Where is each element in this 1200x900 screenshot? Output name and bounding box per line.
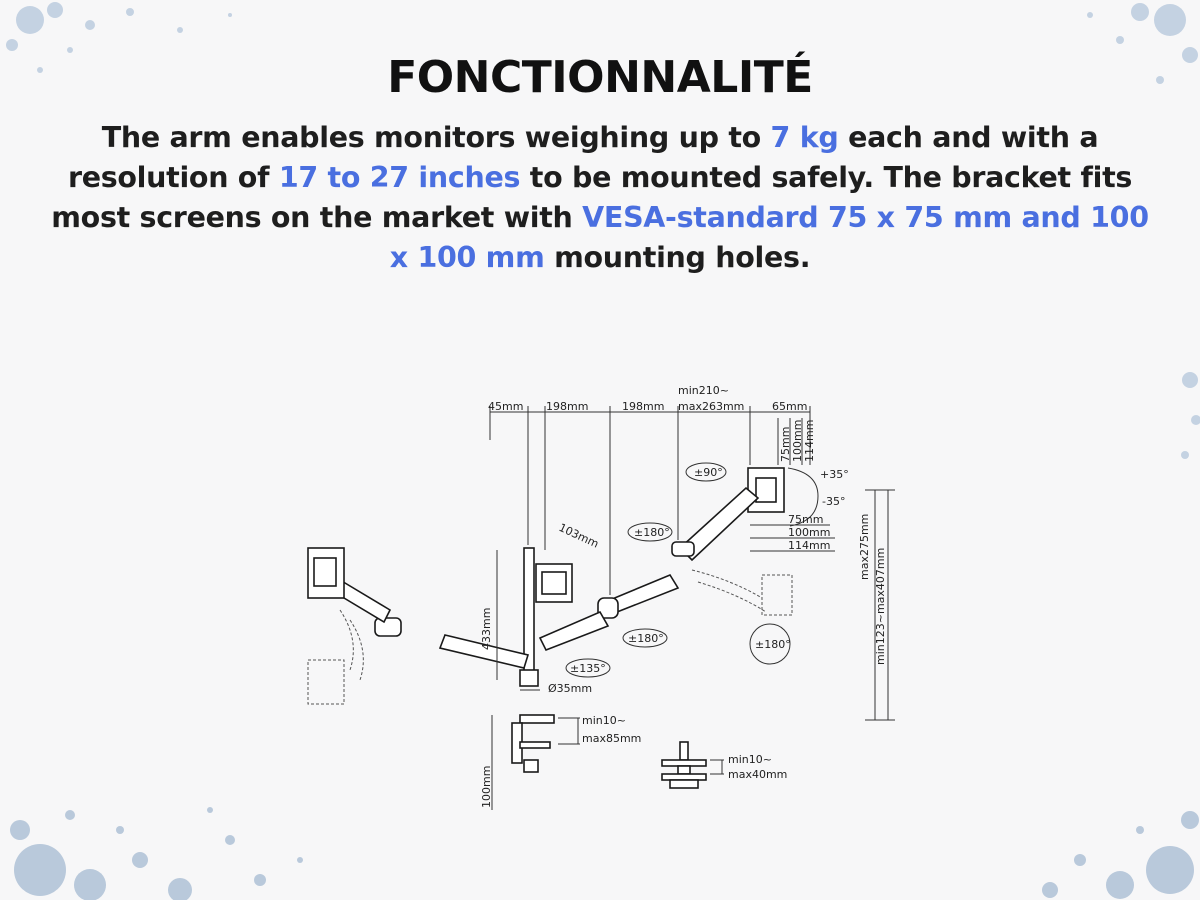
dim-198mm-b: 198mm bbox=[622, 400, 665, 413]
highlight-weight: 7 kg bbox=[770, 121, 839, 154]
vesa-75mm-vertical: 75mm bbox=[779, 426, 792, 462]
grommet-min10: min10~ bbox=[728, 753, 772, 766]
vesa-75mm: 75mm bbox=[788, 513, 824, 526]
description bbox=[50, 118, 1150, 278]
dim-433mm: 433mm bbox=[480, 607, 493, 650]
description-text-2: each and with a resolution of bbox=[67, 121, 1099, 194]
dim-198mm-a: 198mm bbox=[546, 400, 589, 413]
grommet-max40: max40mm bbox=[728, 768, 788, 781]
pole-diameter: Ø35mm bbox=[548, 682, 593, 695]
dim-max275: max275mm bbox=[858, 513, 871, 580]
vesa-100mm-vertical: 100mm bbox=[791, 419, 804, 462]
splatter-bottom-right bbox=[960, 720, 1200, 900]
rotation-180-a: ±180° bbox=[634, 526, 670, 539]
vesa-100mm: 100mm bbox=[788, 526, 831, 539]
dim-103mm: 103mm bbox=[556, 520, 601, 551]
dim-65mm: 65mm bbox=[772, 400, 808, 413]
description-text-1: The arm enables monitors weighing up to bbox=[101, 121, 771, 154]
tilt-minus35: -35° bbox=[822, 495, 846, 508]
highlight-vesa: VESA-standard 75 x 75 mm and 100 x 100 mm bbox=[389, 201, 1149, 274]
dim-min210: min210~ bbox=[678, 384, 729, 397]
rotation-135: ±135° bbox=[570, 662, 606, 675]
left-arm bbox=[308, 548, 528, 668]
highlight-screen-size: 17 to 27 inches bbox=[278, 161, 521, 194]
clamp-height-100mm: 100mm bbox=[480, 765, 493, 808]
dim-max263: max263mm bbox=[678, 400, 745, 413]
rotation-90: ±90° bbox=[694, 466, 723, 479]
splatter-right-edge bbox=[1160, 360, 1200, 480]
dim-min123-max407: min123~max407mm bbox=[874, 547, 887, 665]
tilt-plus35: +35° bbox=[820, 468, 849, 481]
description-text-3: to be mounted safely. The bracket fits most screens on the market with bbox=[51, 161, 1133, 234]
rotation-180-b: ±180° bbox=[628, 632, 664, 645]
clamp-max85: max85mm bbox=[582, 732, 642, 745]
description-text-4: mounting holes. bbox=[544, 241, 811, 274]
splatter-bottom-left bbox=[0, 720, 320, 900]
rotation-180-c: ±180° bbox=[755, 638, 791, 651]
vesa-114mm: 114mm bbox=[788, 539, 831, 552]
vesa-114mm-vertical: 114mm bbox=[803, 419, 816, 462]
center-pole bbox=[520, 548, 572, 686]
dim-45mm: 45mm bbox=[488, 400, 524, 413]
clamp-min10: min10~ bbox=[582, 714, 626, 727]
left-arm-ghost bbox=[308, 610, 363, 704]
page-title: FONCTIONNALITÉ bbox=[387, 52, 813, 103]
right-arm-ghost bbox=[692, 570, 792, 615]
grommet-mount bbox=[662, 742, 724, 788]
monitor-arm-diagram bbox=[300, 370, 900, 820]
desk-clamp bbox=[492, 715, 580, 810]
